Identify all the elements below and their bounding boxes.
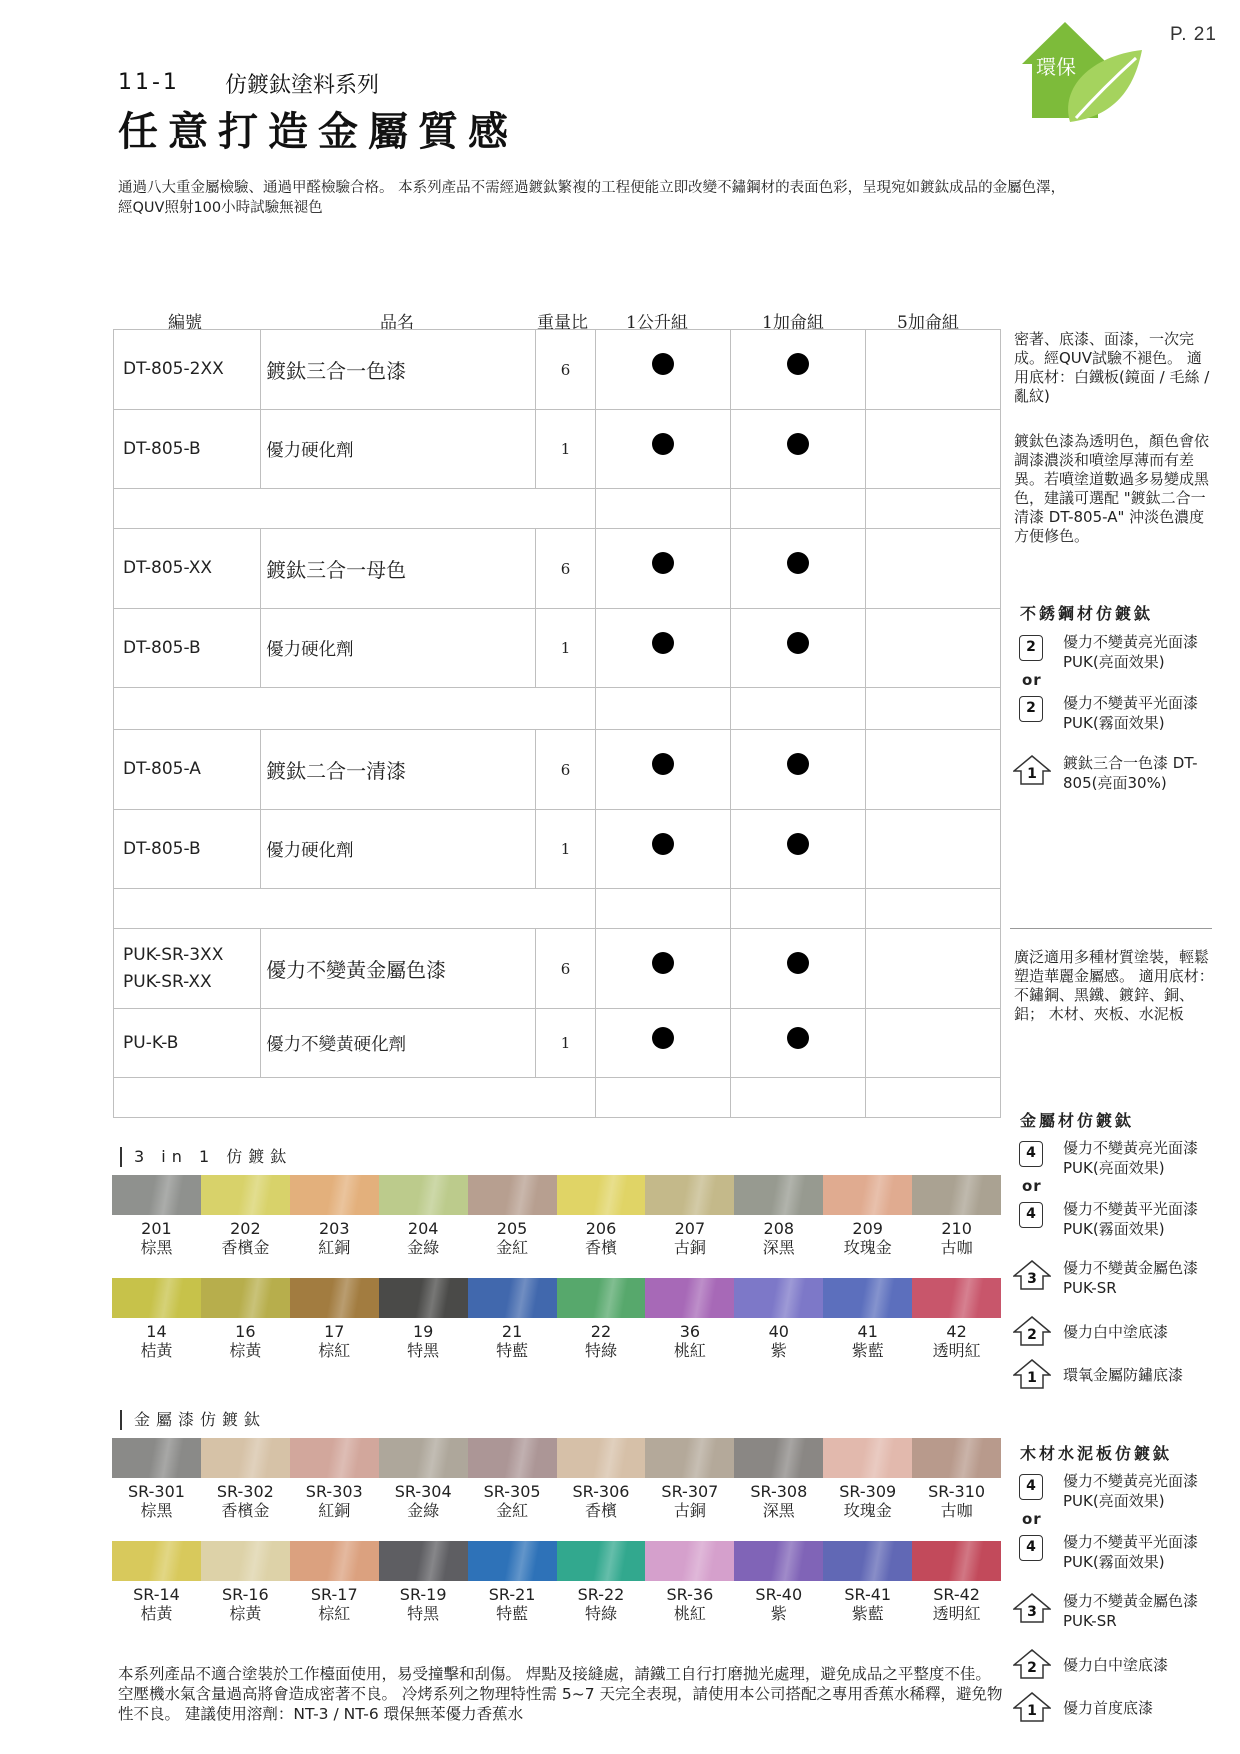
intro-line-1: 通過八大重金屬檢驗、通過甲醛檢驗合格。 本系列產品不需經過鍍鈦繁複的工程便能立即改變不鏽鋼材的表面色彩，呈現宛如鍍鈦成品的金屬色澤， <box>118 180 1066 196</box>
swatch-code: SR-16 <box>221 1585 269 1604</box>
product-code: DT-805-B <box>114 609 261 688</box>
swatch-code: SR-303 <box>305 1482 363 1501</box>
swatch-label <box>379 1585 468 1623</box>
swatch-color-name: 特藍 <box>496 1341 529 1360</box>
swatch-color-name: 特黑 <box>407 1604 440 1623</box>
product-name: 優力不變黃硬化劑 <box>261 1009 536 1078</box>
color-swatch <box>112 1438 201 1478</box>
swatch-label <box>201 1219 290 1257</box>
color-swatch <box>112 1541 201 1581</box>
color-swatch <box>912 1438 1001 1478</box>
color-swatch <box>823 1175 912 1215</box>
table-row <box>114 529 1001 609</box>
page-number: P. 21 <box>1170 24 1217 45</box>
or-label: or <box>1022 1177 1042 1195</box>
color-swatch <box>823 1278 912 1318</box>
divider <box>1010 928 1212 929</box>
swatch-code: SR-302 <box>216 1482 274 1501</box>
header-code: 編號 <box>168 313 202 333</box>
swatch-label <box>734 1322 823 1360</box>
swatch-code: SR-306 <box>572 1482 630 1501</box>
swatch-code: SR-304 <box>394 1482 452 1501</box>
step-number: 2 <box>1027 1660 1037 1676</box>
step-badge: 2 <box>1019 635 1043 661</box>
swatch-color-name: 桔黃 <box>140 1604 173 1623</box>
swatch-color-name: 特綠 <box>584 1341 617 1360</box>
swatch-code: SR-307 <box>661 1482 719 1501</box>
weight-ratio: 6 <box>536 330 595 410</box>
color-swatch <box>557 1438 646 1478</box>
swatch-code: 202 <box>230 1219 261 1238</box>
header-1l-set: 1公升組 <box>626 313 688 333</box>
swatch-code: 210 <box>941 1219 972 1238</box>
section-number: 11-1 <box>118 70 180 95</box>
swatch-color-name: 古咖 <box>940 1501 973 1520</box>
color-swatch <box>290 1278 379 1318</box>
swatch-label <box>468 1219 557 1257</box>
available-dot <box>652 753 674 775</box>
swatch-label <box>645 1219 734 1257</box>
swatch-label <box>290 1482 379 1520</box>
swatch-label <box>201 1482 290 1520</box>
swatch-code: 208 <box>763 1219 795 1238</box>
color-swatch <box>645 1278 734 1318</box>
swatch-color-name: 紅銅 <box>318 1501 351 1520</box>
stainless-title: 不銹鋼材仿鍍鈦 <box>1020 604 1154 623</box>
or-label: or <box>1022 1510 1042 1528</box>
swatch-label-row <box>112 1585 1001 1623</box>
color-swatch <box>557 1278 646 1318</box>
color-swatch <box>468 1278 557 1318</box>
swatch-code: 14 <box>146 1322 167 1341</box>
color-swatch <box>290 1438 379 1478</box>
product-code: PU-K-B <box>114 1009 261 1078</box>
color-swatch <box>645 1175 734 1215</box>
header-name: 品名 <box>380 313 414 333</box>
swatch-code: 201 <box>141 1219 172 1238</box>
swatch-label <box>201 1322 290 1360</box>
color-swatch <box>112 1278 201 1318</box>
swatch-color-name: 棕黑 <box>140 1501 173 1520</box>
weight-ratio: 1 <box>536 810 595 889</box>
table-row <box>114 810 1001 889</box>
swatch-code: SR-40 <box>755 1585 803 1604</box>
available-dot <box>652 353 674 375</box>
step-badge: 4 <box>1019 1141 1043 1167</box>
eco-house-leaf-icon <box>1010 18 1150 128</box>
swatch-color-name: 棕紅 <box>318 1604 351 1623</box>
swatch-label <box>645 1482 734 1520</box>
weight-ratio: 1 <box>536 609 595 688</box>
note-color-variation: 鍍鈦色漆為透明色，顏色會依調漆濃淡和噴塗厚薄而有差異。若噴塗道數過多易變成黑色，建議可選配 "鍍鈦二合一清漆 DT-805-A" 沖淡色濃度方便修色。 <box>1014 432 1210 545</box>
swatch-label <box>912 1585 1001 1623</box>
color-swatch <box>645 1541 734 1581</box>
color-swatch <box>557 1541 646 1581</box>
available-dot <box>652 1027 674 1049</box>
swatch-label <box>468 1585 557 1623</box>
swatch-color-name: 玫瑰金 <box>843 1501 892 1520</box>
available-dot <box>652 632 674 654</box>
swatch-label <box>912 1322 1001 1360</box>
swatch-code: SR-21 <box>488 1585 536 1604</box>
color-swatch <box>201 1438 290 1478</box>
swatch-label <box>912 1482 1001 1520</box>
swatch-label <box>112 1482 201 1520</box>
product-code: DT-805-XX <box>114 529 261 609</box>
color-swatch <box>201 1175 290 1215</box>
swatch-code: 40 <box>768 1322 789 1341</box>
step-text: 優力白中塗底漆 <box>1063 1323 1169 1341</box>
color-swatch <box>645 1438 734 1478</box>
swatch-label <box>823 1585 912 1623</box>
product-table <box>113 329 1001 1118</box>
swatch-color-name: 特藍 <box>496 1604 529 1623</box>
swatch-code: 21 <box>501 1322 523 1341</box>
swatch-label <box>290 1219 379 1257</box>
or-label: or <box>1022 671 1042 689</box>
swatch-label <box>112 1585 201 1623</box>
swatch-label <box>557 1482 646 1520</box>
metal-title: 金屬材仿鍍鈦 <box>1020 1111 1135 1130</box>
swatch-label <box>557 1219 646 1257</box>
swatch-label <box>201 1585 290 1623</box>
color-swatch <box>290 1175 379 1215</box>
product-name: 優力硬化劑 <box>261 810 536 889</box>
main-heading: 任意打造金屬質感 <box>118 109 518 155</box>
weight-ratio: 1 <box>536 1009 595 1078</box>
swatch-color-name: 桔黃 <box>140 1341 173 1360</box>
table-spacer-row <box>114 1078 1001 1118</box>
swatch-color-name: 香檳金 <box>221 1501 270 1520</box>
swatch-row <box>112 1278 1001 1318</box>
weight-ratio: 1 <box>536 410 595 489</box>
swatch-row <box>112 1438 1001 1478</box>
step-number: 2 <box>1027 1327 1037 1343</box>
note-metal-paint: 廣泛適用多種材質塗裝，輕鬆塑造華麗金屬感。 適用底材：不鏽鋼、黑鐵、鍍鋅、銅、鋁； 木材、夾板、水泥板 <box>1014 948 1214 1023</box>
swatch-label <box>468 1482 557 1520</box>
color-swatch <box>201 1278 290 1318</box>
swatch-label <box>823 1482 912 1520</box>
swatch-color-name: 特綠 <box>584 1604 617 1623</box>
color-swatch <box>468 1541 557 1581</box>
swatch-color-name: 透明紅 <box>932 1604 981 1623</box>
swatch-label <box>112 1322 201 1360</box>
intro-line-2: 經QUV照射100小時試驗無褪色 <box>118 200 323 216</box>
swatch-color-name: 香檳 <box>584 1501 617 1520</box>
available-dot <box>787 833 809 855</box>
table-spacer-row <box>114 688 1001 730</box>
header-1gal-set: 1加侖組 <box>762 313 824 333</box>
swatch-color-name: 棕黃 <box>229 1341 262 1360</box>
swatch-color-name: 金紅 <box>496 1501 529 1520</box>
swatch-color-name: 古銅 <box>673 1501 706 1520</box>
available-dot <box>787 952 809 974</box>
swatch-color-name: 桃紅 <box>673 1604 706 1623</box>
swatch-code: SR-17 <box>310 1585 358 1604</box>
header-5gal-set: 5加侖組 <box>897 313 959 333</box>
swatch-code: SR-14 <box>133 1585 180 1604</box>
swatch-code: 42 <box>946 1322 967 1341</box>
table-spacer-row <box>114 489 1001 529</box>
swatch-color-name: 玫瑰金 <box>843 1238 892 1257</box>
product-code: DT-805-2XX <box>114 330 261 410</box>
swatch-label <box>734 1585 823 1623</box>
swatch-code: 41 <box>857 1322 878 1341</box>
swatch-code: 206 <box>585 1219 617 1238</box>
step-number: 1 <box>1027 1370 1037 1386</box>
color-swatch <box>468 1175 557 1215</box>
step-number: 1 <box>1027 766 1037 782</box>
swatch-color-name: 紫 <box>770 1604 787 1623</box>
product-code <box>114 929 261 1009</box>
swatch-label <box>379 1482 468 1520</box>
available-dot <box>787 753 809 775</box>
wood-title: 木材水泥板仿鍍鈦 <box>1020 1444 1173 1463</box>
product-code: DT-805-B <box>114 410 261 489</box>
color-swatch <box>468 1438 557 1478</box>
color-swatch <box>734 1278 823 1318</box>
swatch-label-row <box>112 1219 1001 1257</box>
available-dot <box>787 1027 809 1049</box>
step-text: 優力不變黃平光面漆PUK(霧面效果) <box>1063 1533 1199 1571</box>
swatch-label <box>112 1219 201 1257</box>
swatch-code: SR-310 <box>928 1482 986 1501</box>
swatch-code: SR-42 <box>933 1585 980 1604</box>
color-swatch <box>912 1541 1001 1581</box>
swatch-code: 203 <box>318 1219 350 1238</box>
swatch-label-row <box>112 1482 1001 1520</box>
swatch-color-name: 金綠 <box>407 1501 440 1520</box>
swatch-code: 207 <box>674 1219 706 1238</box>
swatch-label <box>290 1585 379 1623</box>
step-text: 優力不變黃亮光面漆PUK(亮面效果) <box>1063 633 1199 671</box>
swatch-color-name: 深黑 <box>762 1501 795 1520</box>
swatch-code: 17 <box>324 1322 345 1341</box>
section-title: 仿鍍鈦塗料系列 <box>225 73 380 98</box>
step-badge: 4 <box>1019 1474 1043 1500</box>
color-swatch <box>734 1541 823 1581</box>
step-text: 優力首度底漆 <box>1063 1699 1154 1717</box>
footnote: 本系列產品不適合塗裝於工作檯面使用，易受撞擊和刮傷。 焊點及接縫處，請鐵工自行打磨拋光處理，避免成品之平整度不佳。 空壓機水氣含量過高將會造成密著不良。 冷烤系列之物理特性需 5~7 天完全表現，請使用本公司搭配之專用香蕉水稀釋，避免物性不良。 建議使用溶劑：NT-3 / NT-6 環保無苯優力香蕉水 <box>118 1665 1003 1723</box>
swatch-code: SR-36 <box>666 1585 714 1604</box>
available-dot <box>787 353 809 375</box>
swatch-label-row <box>112 1322 1001 1360</box>
table-row <box>114 730 1001 810</box>
color-swatch <box>379 1541 468 1581</box>
swatch-section-title: 3 in 1 仿鍍鈦 <box>120 1147 292 1167</box>
table-row <box>114 1009 1001 1078</box>
swatch-color-name: 透明紅 <box>932 1341 981 1360</box>
weight-ratio: 6 <box>536 529 595 609</box>
color-swatch <box>734 1438 823 1478</box>
swatch-label <box>823 1322 912 1360</box>
swatch-code: 209 <box>852 1219 883 1238</box>
swatch-code: SR-305 <box>483 1482 541 1501</box>
swatch-color-name: 金紅 <box>496 1238 529 1257</box>
color-swatch <box>379 1175 468 1215</box>
swatch-code: 19 <box>412 1322 434 1341</box>
swatch-color-name: 香檳 <box>584 1238 617 1257</box>
swatch-label <box>557 1585 646 1623</box>
swatch-color-name: 紅銅 <box>318 1238 351 1257</box>
color-swatch <box>912 1278 1001 1318</box>
swatch-label <box>734 1482 823 1520</box>
swatch-label <box>823 1219 912 1257</box>
swatch-code: SR-41 <box>844 1585 892 1604</box>
color-swatch <box>823 1438 912 1478</box>
available-dot <box>787 552 809 574</box>
product-code: DT-805-A <box>114 730 261 810</box>
swatch-color-name: 桃紅 <box>673 1341 706 1360</box>
swatch-color-name: 深黑 <box>762 1238 795 1257</box>
intro-paragraph <box>118 178 1208 218</box>
swatch-code: SR-309 <box>839 1482 897 1501</box>
step-number: 3 <box>1027 1604 1037 1620</box>
swatch-label <box>557 1322 646 1360</box>
weight-ratio: 6 <box>536 929 595 1009</box>
step-badge: 2 <box>1019 696 1043 722</box>
step-text: 鍍鈦三合一色漆 DT-805(亮面30%) <box>1063 754 1198 792</box>
product-code: DT-805-B <box>114 810 261 889</box>
swatch-label <box>645 1585 734 1623</box>
swatch-label <box>912 1219 1001 1257</box>
color-swatch <box>379 1438 468 1478</box>
color-swatch <box>290 1541 379 1581</box>
product-name: 優力硬化劑 <box>261 410 536 489</box>
swatch-row <box>112 1175 1001 1215</box>
swatch-section-title: 金屬漆仿鍍鈦 <box>120 1410 266 1430</box>
swatch-code: 205 <box>496 1219 528 1238</box>
swatch-code: 22 <box>590 1322 612 1341</box>
color-swatch <box>557 1175 646 1215</box>
step-badge: 4 <box>1019 1202 1043 1228</box>
swatch-label <box>379 1322 468 1360</box>
color-swatch <box>201 1541 290 1581</box>
step-number: 3 <box>1027 1271 1037 1287</box>
logo-text: 環保 <box>1036 55 1076 79</box>
color-swatch <box>112 1175 201 1215</box>
available-dot <box>652 952 674 974</box>
swatch-color-name: 紫藍 <box>851 1604 884 1623</box>
swatch-label <box>379 1219 468 1257</box>
step-text: 優力不變黃金屬色漆 PUK-SR <box>1063 1259 1199 1297</box>
product-code-primary: PUK-SR-3XX <box>123 944 224 965</box>
swatch-label <box>290 1322 379 1360</box>
step-text: 優力不變黃亮光面漆PUK(亮面效果) <box>1063 1139 1199 1177</box>
swatch-color-name: 棕黑 <box>140 1238 173 1257</box>
swatch-color-name: 金綠 <box>407 1238 440 1257</box>
step-text: 優力不變黃金屬色漆 PUK-SR <box>1063 1592 1199 1630</box>
product-code-secondary: PUK-SR-XX <box>123 971 212 992</box>
color-swatch <box>912 1175 1001 1215</box>
swatch-color-name: 特黑 <box>407 1341 440 1360</box>
swatch-code: SR-19 <box>399 1585 447 1604</box>
color-swatch <box>379 1278 468 1318</box>
table-row <box>114 410 1001 489</box>
swatch-color-name: 棕紅 <box>318 1341 351 1360</box>
swatch-label <box>734 1219 823 1257</box>
swatch-label <box>468 1322 557 1360</box>
product-name: 鍍鈦二合一清漆 <box>261 730 536 810</box>
table-spacer-row <box>114 889 1001 929</box>
swatch-color-name: 古咖 <box>940 1238 973 1257</box>
product-name: 鍍鈦三合一母色 <box>261 529 536 609</box>
available-dot <box>787 632 809 654</box>
product-name: 優力硬化劑 <box>261 609 536 688</box>
step-number: 1 <box>1027 1703 1037 1719</box>
step-text: 環氧金屬防鏽底漆 <box>1063 1366 1184 1384</box>
color-swatch <box>734 1175 823 1215</box>
available-dot <box>787 433 809 455</box>
swatch-code: 204 <box>407 1219 439 1238</box>
step-text: 優力不變黃平光面漆PUK(霧面效果) <box>1063 694 1199 732</box>
swatch-color-name: 紫藍 <box>851 1341 884 1360</box>
color-swatch <box>823 1541 912 1581</box>
available-dot <box>652 433 674 455</box>
swatch-color-name: 古銅 <box>673 1238 706 1257</box>
swatch-row <box>112 1541 1001 1581</box>
product-name: 優力不變黃金屬色漆 <box>261 929 536 1009</box>
available-dot <box>652 833 674 855</box>
table-row <box>114 609 1001 688</box>
swatch-color-name: 棕黃 <box>229 1604 262 1623</box>
note-3in1-color: 密著、底漆、面漆，一次完成。經QUV試驗不褪色。 適用底材：白鐵板(鏡面 / 毛絲 / 亂紋) <box>1014 330 1210 405</box>
table-row <box>114 929 1001 1009</box>
step-text: 優力不變黃亮光面漆PUK(亮面效果) <box>1063 1472 1199 1510</box>
swatch-color-name: 紫 <box>770 1341 787 1360</box>
swatch-color-name: 香檳金 <box>221 1238 270 1257</box>
swatch-code: 36 <box>679 1322 701 1341</box>
available-dot <box>652 552 674 574</box>
swatch-code: 16 <box>235 1322 256 1341</box>
swatch-code: SR-301 <box>127 1482 185 1501</box>
header-ratio: 重量比 <box>537 313 588 333</box>
step-badge: 4 <box>1019 1535 1043 1561</box>
weight-ratio: 6 <box>536 730 595 810</box>
swatch-code: SR-22 <box>577 1585 625 1604</box>
product-name: 鍍鈦三合一色漆 <box>261 330 536 410</box>
table-row <box>114 330 1001 410</box>
step-text: 優力白中塗底漆 <box>1063 1656 1169 1674</box>
swatch-code: SR-308 <box>750 1482 808 1501</box>
swatch-label <box>645 1322 734 1360</box>
step-text: 優力不變黃平光面漆PUK(霧面效果) <box>1063 1200 1199 1238</box>
